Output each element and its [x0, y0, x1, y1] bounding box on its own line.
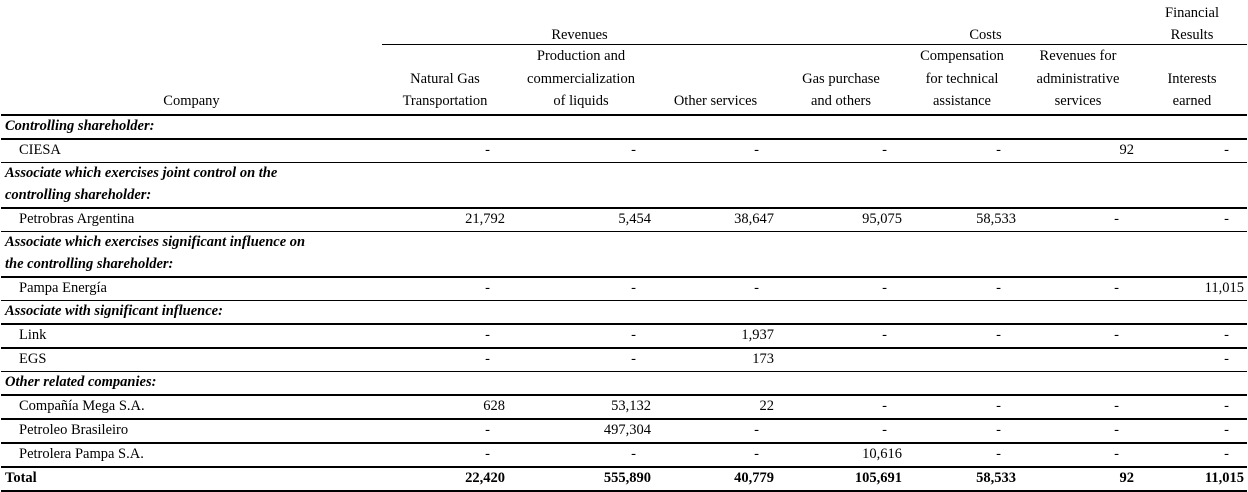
cell-value: - — [777, 419, 905, 443]
related-party-transactions-table — [1, 0, 1247, 492]
section-title-row — [1, 231, 1247, 254]
total-value: 58,533 — [905, 467, 1019, 491]
cell-value: - — [382, 419, 508, 443]
col-natural-gas: Natural Gas Transportation — [382, 45, 508, 115]
table-row — [1, 208, 1247, 232]
cell-value: 92 — [1019, 139, 1137, 163]
cell-value: - — [654, 419, 777, 443]
cell-value: - — [1224, 446, 1229, 462]
cell-value: 53,132 — [508, 395, 654, 419]
company-name: Compañía Mega S.A. — [1, 395, 382, 419]
total-value: 105,691 — [777, 467, 905, 491]
cell-value: 58,533 — [905, 208, 1019, 232]
cell-value: - — [1137, 395, 1247, 419]
cell-value: - — [1137, 208, 1247, 232]
section-title: Controlling shareholder: — [1, 115, 1247, 139]
col-other-services: Other services — [654, 45, 777, 115]
table-row — [1, 443, 1247, 467]
table-row — [1, 348, 1247, 372]
header-group-costs: Costs — [777, 22, 1137, 45]
cell-value: - — [1137, 324, 1247, 348]
cell-value: - — [382, 139, 508, 163]
cell-value: - — [508, 324, 654, 348]
cell-value: 5,454 — [508, 208, 654, 232]
cell-value: - — [905, 324, 1019, 348]
cell-value: - — [1019, 208, 1137, 232]
company-name: Petrobras Argentina — [1, 208, 382, 232]
cell-value: - — [777, 277, 905, 301]
cell-value: - — [1137, 419, 1247, 443]
cell-value: 21,792 — [382, 208, 508, 232]
cell-value: 22 — [654, 395, 777, 419]
cell-value: - — [777, 324, 905, 348]
section-title-row — [1, 300, 1247, 324]
total-row — [1, 467, 1247, 491]
section-title: Other related companies: — [1, 371, 1247, 395]
section-title: controlling shareholder: — [1, 185, 1247, 208]
table-body — [1, 115, 1247, 491]
total-value: 11,015 — [1137, 467, 1247, 491]
cell-value: - — [1137, 139, 1247, 163]
cell-value: - — [777, 395, 905, 419]
section-title-row — [1, 115, 1247, 139]
cell-value: - — [1137, 348, 1247, 372]
cell-value: - — [508, 348, 654, 372]
cell-value: - — [905, 419, 1019, 443]
cell-value: - — [508, 277, 654, 301]
table-row — [1, 324, 1247, 348]
total-value: 40,779 — [654, 467, 777, 491]
section-title: Associate with significant influence: — [1, 300, 1247, 324]
company-name: Petrolera Pampa S.A. — [19, 446, 144, 462]
col-company: Company — [1, 45, 382, 115]
total-value: 555,890 — [508, 467, 654, 491]
total-label: Total — [1, 467, 382, 491]
cell-value: - — [508, 139, 654, 163]
cell-value: - — [1114, 446, 1119, 462]
cell-value: - — [382, 277, 508, 301]
cell-value: - — [777, 139, 905, 163]
cell-value: - — [382, 348, 508, 372]
col-compensation: Compensation for technical assistance — [905, 45, 1019, 115]
cell-value — [905, 348, 1019, 372]
table-row — [1, 277, 1247, 301]
cell-value: 38,647 — [654, 208, 777, 232]
cell-value: 10,616 — [862, 446, 902, 462]
col-production: Production and commercialization of liquids — [508, 45, 654, 115]
company-name: Link — [1, 324, 382, 348]
cell-value: - — [905, 139, 1019, 163]
cell-value: - — [754, 446, 759, 462]
section-title-row — [1, 254, 1247, 277]
section-title-row — [1, 185, 1247, 208]
cell-value: - — [1019, 277, 1137, 301]
header-financial-line2: Results — [1137, 22, 1247, 45]
cell-value: - — [654, 139, 777, 163]
cell-value: 628 — [382, 395, 508, 419]
section-title-row — [1, 371, 1247, 395]
cell-value: - — [905, 277, 1019, 301]
table-row — [1, 419, 1247, 443]
cell-value: - — [1019, 419, 1137, 443]
company-name: CIESA — [1, 139, 382, 163]
cell-value: - — [1019, 324, 1137, 348]
col-interests-earned: Interests earned — [1137, 45, 1247, 115]
cell-value — [1019, 348, 1137, 372]
cell-value — [777, 348, 905, 372]
cell-value: 95,075 — [777, 208, 905, 232]
section-title: Associate which exercises joint control on the — [5, 165, 278, 181]
col-admin-services: Revenues for administrative services — [1019, 45, 1137, 115]
cell-value: 497,304 — [508, 419, 654, 443]
section-title-row — [1, 162, 1247, 185]
section-title: Associate which exercises significant influence on — [5, 234, 306, 250]
cell-value: - — [1019, 395, 1137, 419]
header-group-revenues: Revenues — [382, 22, 777, 45]
total-value: 92 — [1019, 467, 1137, 491]
company-name: Petroleo Brasileiro — [1, 419, 382, 443]
cell-value: 173 — [654, 348, 777, 372]
col-gas-purchase: Gas purchase and others — [777, 45, 905, 115]
company-name: Pampa Energía — [1, 277, 382, 301]
table-row — [1, 395, 1247, 419]
section-title: the controlling shareholder: — [1, 254, 1247, 277]
cell-value: - — [905, 395, 1019, 419]
cell-value: - — [382, 324, 508, 348]
table-row — [1, 139, 1247, 163]
cell-value: 1,937 — [654, 324, 777, 348]
cell-value: - — [631, 446, 636, 462]
header-financial-line1: Financial — [1165, 5, 1219, 21]
cell-value: - — [485, 446, 490, 462]
total-value: 22,420 — [382, 467, 508, 491]
company-name: EGS — [1, 348, 382, 372]
cell-value: 11,015 — [1137, 277, 1247, 301]
cell-value: - — [996, 446, 1001, 462]
cell-value: - — [654, 277, 777, 301]
